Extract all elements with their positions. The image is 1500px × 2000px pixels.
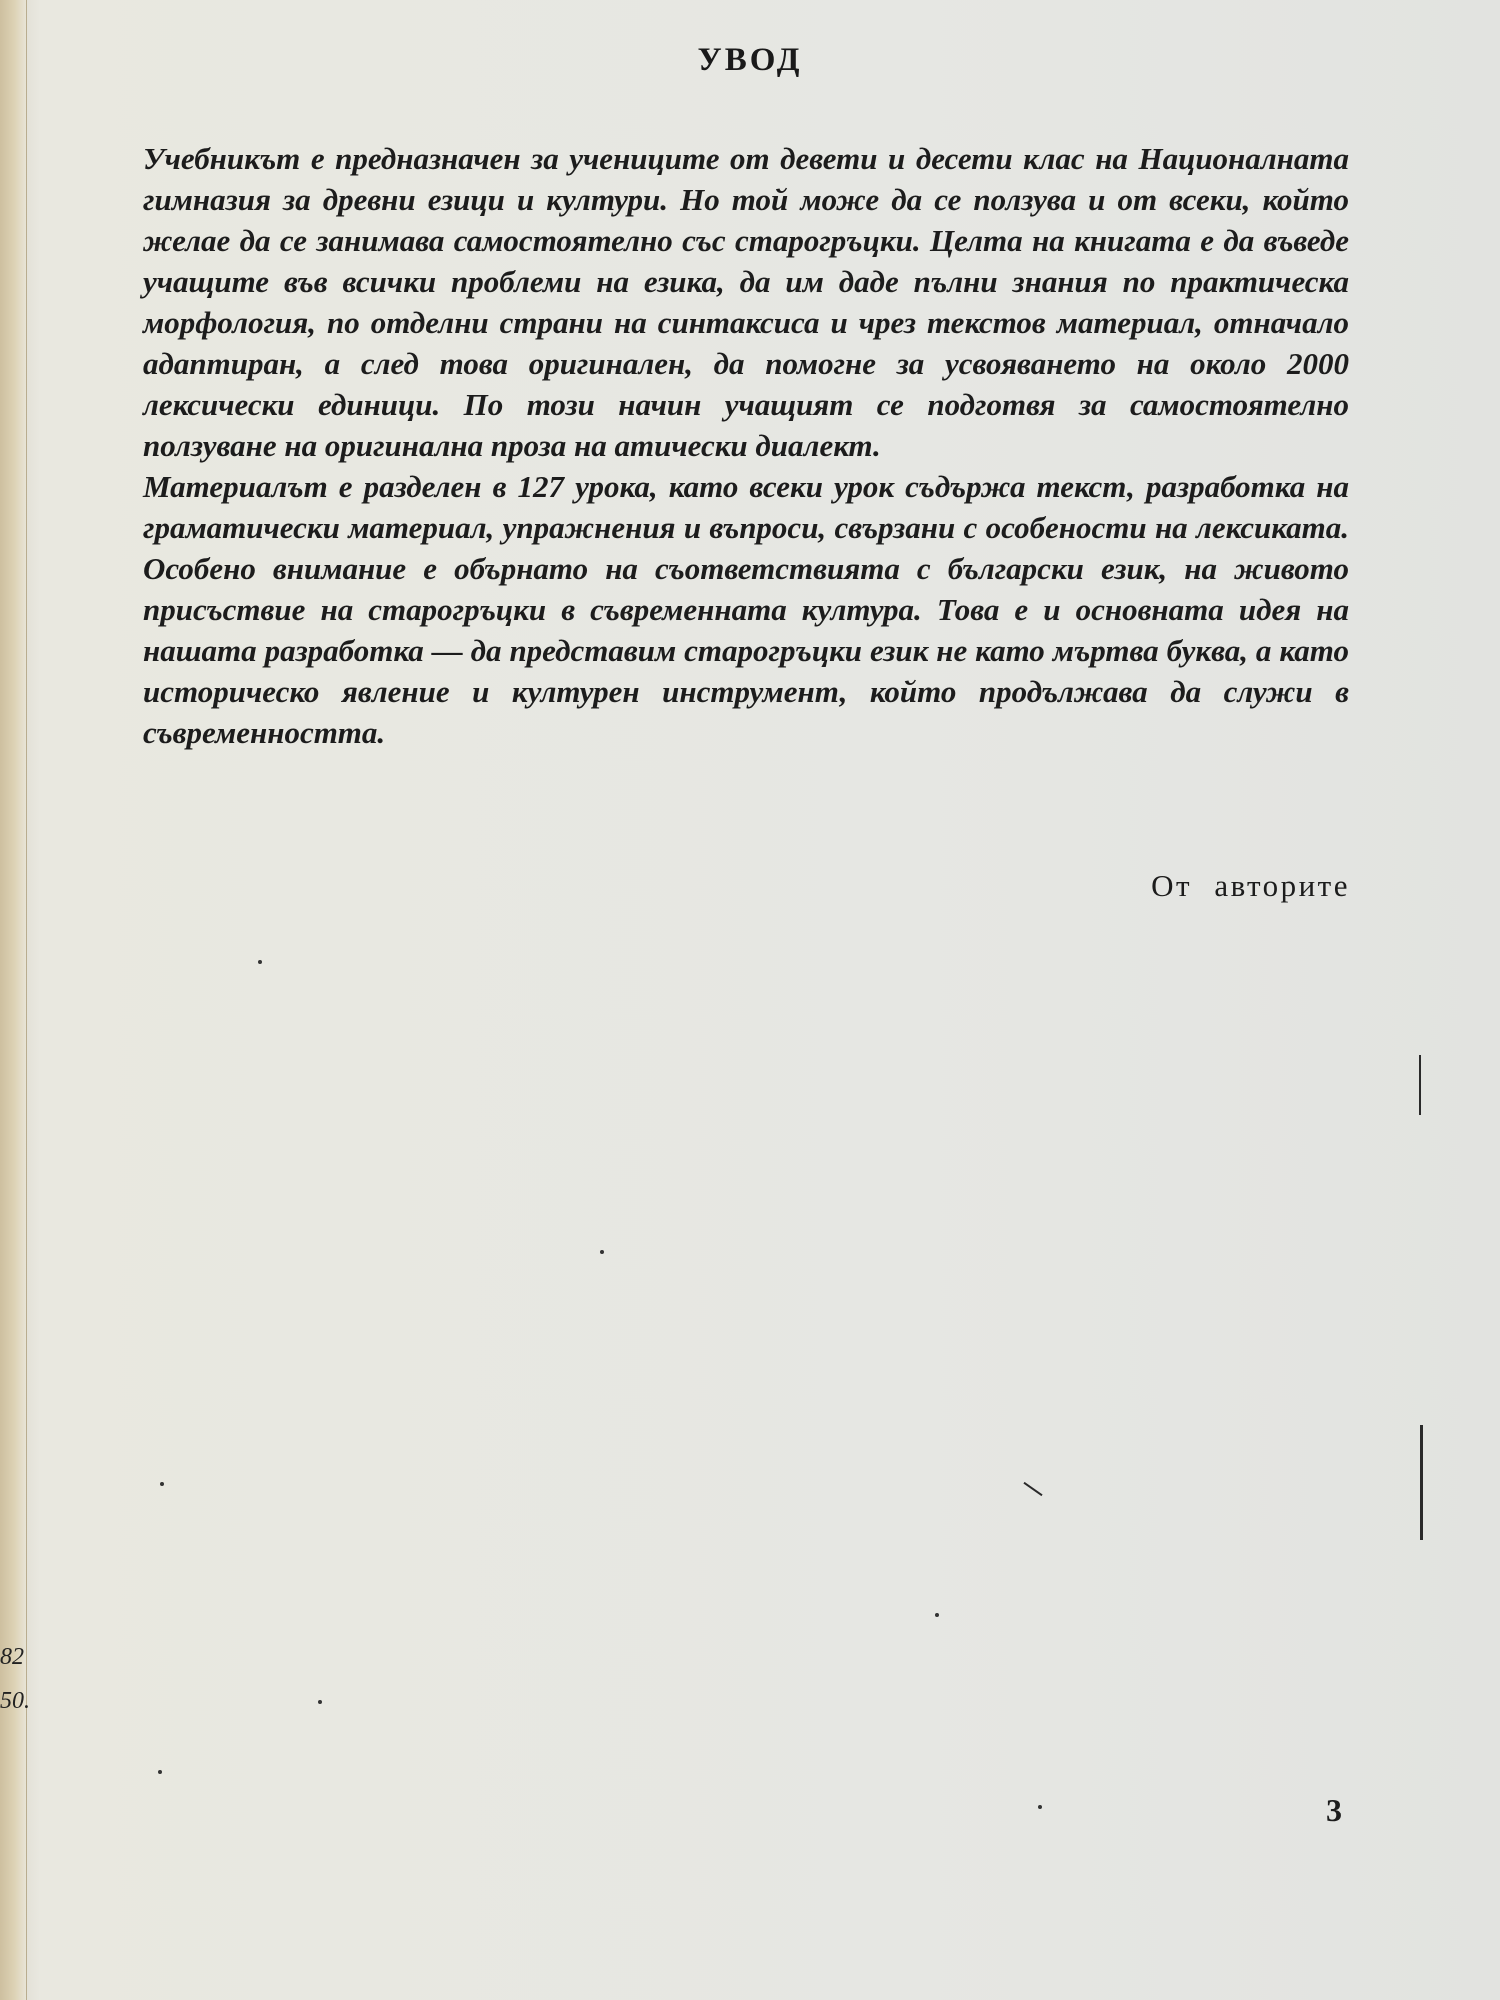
print-speck <box>318 1700 322 1704</box>
paragraph-2: Материалът е разделен в 127 урока, като всеки урок съдържа текст, разработка на граматически материал, упражнения и въпроси, свързани с особености на лексиката. Особено внимание е обърнато на съответствията с български език, на живото присъствие на старогръцки в съвременната култура. Това е и основната идея на нашата разработка — да представим старогръцки език не като мъртва буква, а като историческо явление и културен инструмент, който продължава да служи в съвременността. <box>143 469 1349 750</box>
previous-page-number-2: 50. <box>0 1688 30 1714</box>
print-speck <box>258 960 262 964</box>
previous-page-edge-numbers <box>0 1635 30 1723</box>
previous-page-number-1: 82 <box>0 1644 24 1670</box>
print-scratch <box>1023 1482 1042 1496</box>
page-number: 3 <box>1326 1792 1342 1828</box>
print-speck <box>935 1613 939 1617</box>
print-speck <box>160 1482 164 1486</box>
author-signature: От авторите <box>1151 868 1350 903</box>
print-speck <box>158 1770 162 1774</box>
print-speck <box>1038 1805 1042 1809</box>
print-speck <box>600 1250 604 1254</box>
paragraph-1: Учебникът е предназначен за учениците от девети и десети клас на Националната гимназия за древни езици и култури. Но той може да се ползува и от всеки, който желае да се занимава самостоятелно със старогръцки. Целта на книгата е да въведе учащите във всички проблеми на езика, да им даде пълни знания по практическа морфология, по отделни страни на синтаксиса и чрез текстов материал, отначало адаптиран, а след това оригинален, да помогне за усвояването на около 2000 лексически единици. По този начин учащият се подготвя за самостоятелно ползуване на оригинална проза на атически диалект. <box>143 141 1349 463</box>
introduction-text <box>143 138 1349 753</box>
margin-mark-lower <box>1420 1425 1423 1540</box>
book-gutter <box>0 0 30 2000</box>
page-title: УВОД <box>697 42 803 78</box>
margin-mark-upper <box>1419 1055 1421 1115</box>
